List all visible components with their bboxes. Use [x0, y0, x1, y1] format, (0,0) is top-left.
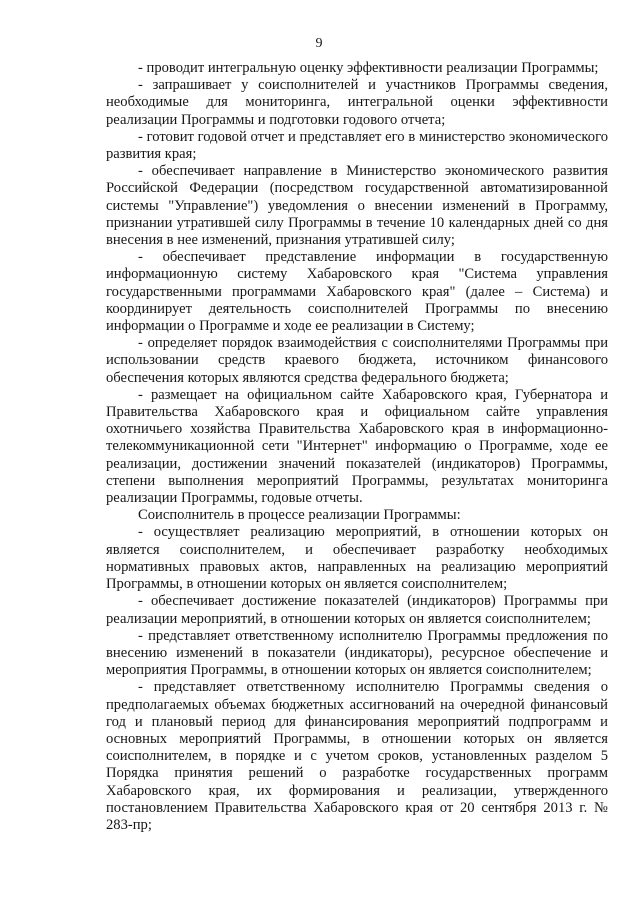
paragraph: - определяет порядок взаимодействия с соисполнителями Программы при использовании средств краевого бюджета, источником финансового обеспечения которых являются средства федерального бюджета;: [106, 335, 608, 386]
paragraph: - представляет ответственному исполнителю Программы сведения о предполагаемых объемах бюджетных ассигнований на очередной финансовый год и плановый период для финансирования мероприятий подпрограмм и основных мероприятий Программы, в отношении которых он является соисполнителем, в порядке и с учетом сроков, установленных разделом 5 Порядка принятия решений о разработке государственных программ Хабаровского края, их формирования и реализации, утвержденного постановлением Правительства Хабаровского края от 20 сентября 2013 г. № 283-пр;: [106, 679, 608, 833]
paragraph: - осуществляет реализацию мероприятий, в отношении которых он является соисполнителем, и обеспечивает разработку необходимых нормативных правовых актов, направленных на реализацию мероприятий Программы, в отношении которых он является соисполнителем;: [106, 524, 608, 593]
page-number: 9: [315, 36, 323, 51]
paragraph: - запрашивает у соисполнителей и участников Программы сведения, необходимые для мониторинга, интегральной оценки эффективности реализации Программы и подготовки годового отчета;: [106, 77, 608, 128]
document-body: [106, 60, 608, 834]
paragraph: - обеспечивает направление в Министерство экономического развития Российской Федерации (посредством государственной автоматизированной системы "Управление") уведомления о внесении изменений в Программу, признании утратившей силу Программы в течение 10 календарных дней со дня внесения в нее изменений, признания утратившей силу;: [106, 163, 608, 249]
paragraph: - обеспечивает достижение показателей (индикаторов) Программы при реализации мероприятий, в отношении которых он является соисполнителем;: [106, 593, 608, 627]
paragraph: - проводит интегральную оценку эффективности реализации Программы;: [138, 60, 599, 76]
paragraph: - представляет ответственному исполнителю Программы предложения по внесению изменений в показатели (индикаторы), ресурсное обеспечение и мероприятия Программы, в отношении которых он является соисполнителем;: [106, 627, 608, 679]
section-heading: Соисполнитель в процессе реализации Программы:: [138, 507, 461, 524]
paragraph: - размещает на официальном сайте Хабаровского края, Губернатора и Правительства Хабаровского края и официальном сайте управления охотничьего хозяйства Правительства Хабаровского края в информационно-телекоммуникационной сети "Интернет" информацию о Программе, ходе ее реализации, достижении значений показателей (индикаторов) Программы, степени выполнения мероприятий Программы, результатах мониторинга реализации Программы, годовые отчеты.: [106, 386, 608, 507]
paragraph: - обеспечивает представление информации в государственную информационную систему Хабаровского края "Система управления государственными программами Хабаровского края" (далее – Система) и координирует деятельность соисполнителей Программы по внесению информации о Программе и ходе ее реализации в Систему;: [106, 249, 608, 335]
paragraph: - готовит годовой отчет и представляет его в министерство экономического развития края;: [106, 128, 608, 163]
